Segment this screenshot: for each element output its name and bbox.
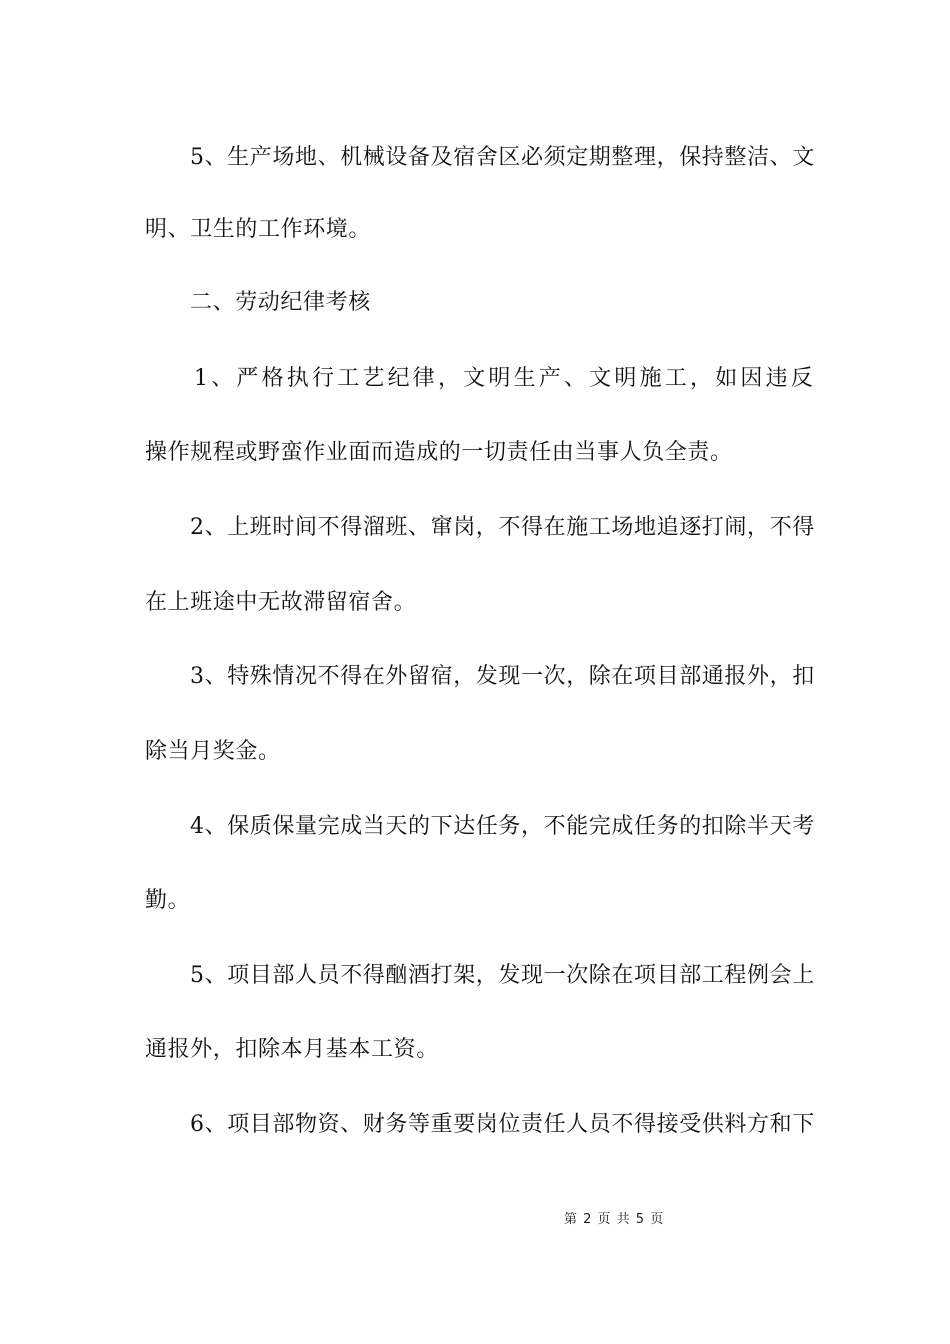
paragraph-line: 5、生产场地、机械设备及宿舍区必须定期整理，保持整洁、文	[190, 145, 815, 170]
paragraph-line: 通报外，扣除本月基本工资。	[145, 1037, 439, 1062]
paragraph-line: 3、特殊情况不得在外留宿，发现一次，除在项目部通报外，扣	[190, 664, 815, 689]
paragraph-line: 除当月奖金。	[145, 739, 281, 764]
paragraph-line: 在上班途中无故滞留宿舍。	[145, 590, 417, 615]
paragraph-line: 6、项目部物资、财务等重要岗位责任人员不得接受供料方和下	[190, 1112, 815, 1137]
section-heading: 二、劳动纪律考核	[190, 290, 371, 315]
page-number: 第 2 页 共 5 页	[564, 1212, 665, 1227]
paragraph-line: 5、项目部人员不得酗酒打架，发现一次除在项目部工程例会上	[190, 963, 815, 988]
paragraph-line: 操作规程或野蛮作业面而造成的一切责任由当事人负全责。	[145, 440, 733, 465]
paragraph-line: 4、保质保量完成当天的下达任务，不能完成任务的扣除半天考	[190, 814, 815, 839]
paragraph-line: 1、严格执行工艺纪律，文明生产、文明施工，如因违反	[194, 366, 816, 391]
paragraph-line: 2、上班时间不得溜班、窜岗，不得在施工场地追逐打闹，不得	[190, 515, 815, 540]
paragraph-line: 明、卫生的工作环境。	[145, 217, 372, 242]
paragraph-line: 勤。	[145, 888, 191, 913]
